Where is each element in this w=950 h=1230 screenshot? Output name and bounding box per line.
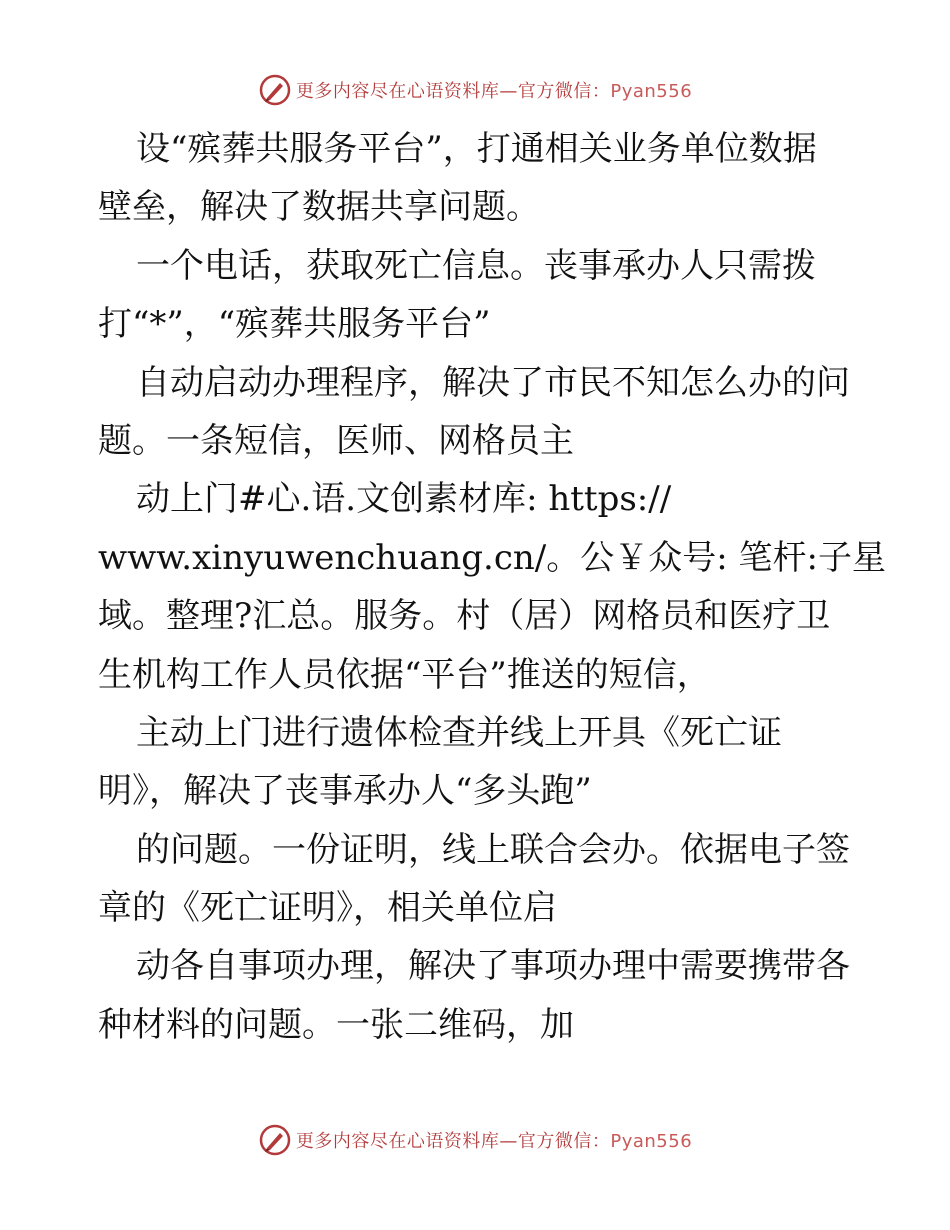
text-line: 壁垒，解决了数据共享问题。 [98,187,540,228]
text-line: 一个电话，获取死亡信息。丧事承办人只需拨 [136,245,816,286]
text-line: 章的《死亡证明》，相关单位启 [98,888,557,929]
text-line: www.xinyuwenchuang.cn/。公￥众号: 笔杆:子星 [98,537,886,578]
text-line: 题。一条短信，医师、网格员主 [98,420,574,461]
pen-nib-logo-icon [258,1123,292,1157]
text-line: 自动启动办理程序，解决了市民不知怎么办的问 [136,362,850,403]
text-line: 打“*”，“殡葬共服务平台” [98,304,491,345]
text-line: 明》，解决了丧事承办人“多头跑” [98,771,592,812]
text-line: 的问题。一份证明，线上联合会办。依据电子签 [136,829,850,870]
text-line: 种材料的问题。一张二维码，加 [98,1004,574,1045]
document-body [98,120,886,1054]
text-line: 设“殡葬共服务平台”，打通相关业务单位数据 [136,129,817,169]
footer-watermark-banner [0,1120,950,1160]
banner-account: Pyan556 [610,81,693,102]
text-line: 生机构工作人员依据“平台”推送的短信， [98,654,711,695]
banner-text: 更多内容尽在心语资料库—官方微信： [295,1131,611,1152]
pen-nib-logo-icon [258,73,292,107]
text-line: 动上门#心.语.文创素材库: https:// [136,479,672,520]
banner-account: Pyan556 [610,1131,693,1152]
text-line: 域。整理?汇总。服务。村（居）网格员和医疗卫 [98,596,831,637]
text-line: 主动上门进行遗体检查并线上开具《死亡证 [136,712,782,753]
text-line: 动各自事项办理，解决了事项办理中需要携带各 [136,946,850,987]
header-watermark-banner [0,70,950,110]
banner-text: 更多内容尽在心语资料库—官方微信： [295,81,611,102]
